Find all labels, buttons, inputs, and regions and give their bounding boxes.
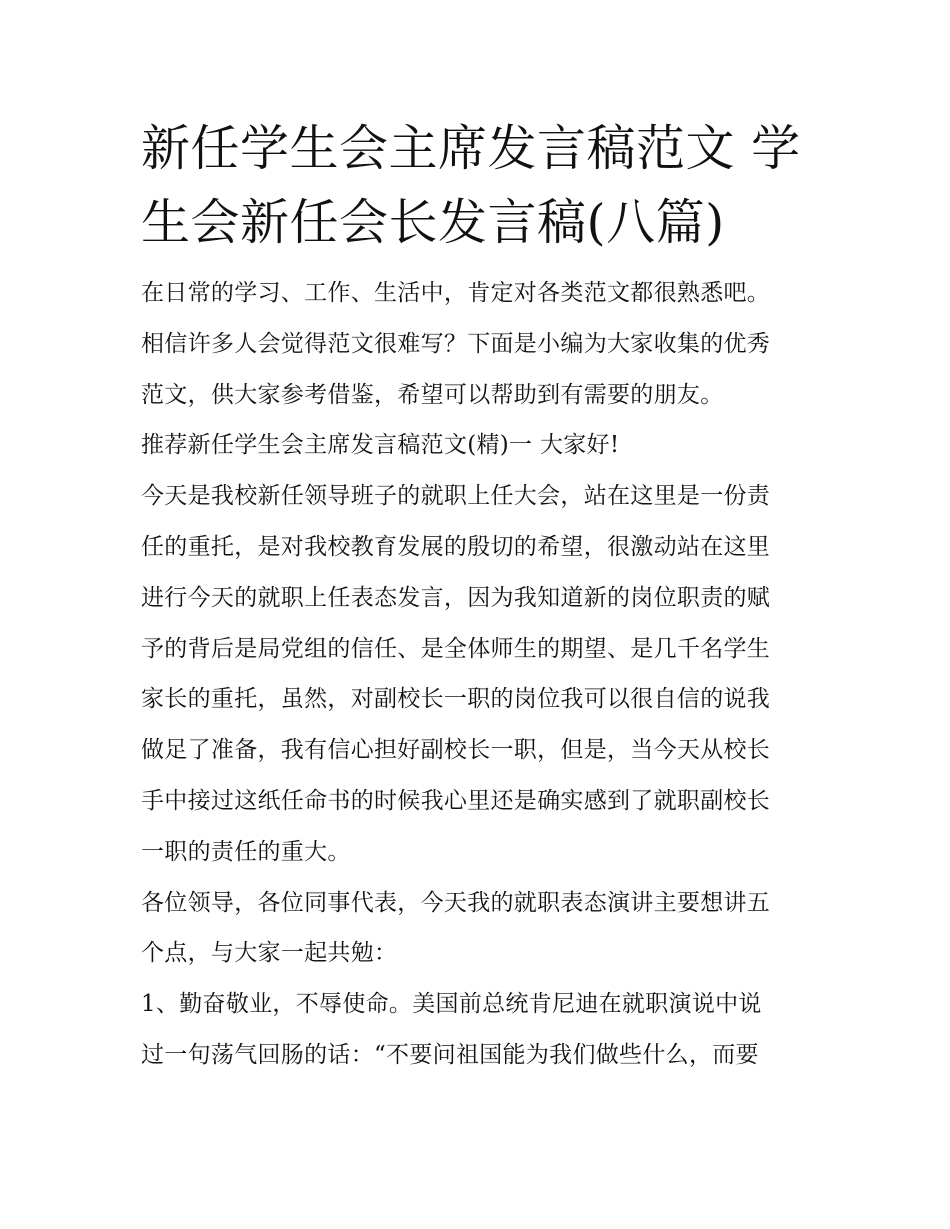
body-line: 相信许多人会觉得范文很难写？下面是小编为大家收集的优秀 (141, 330, 771, 357)
body-line: 做足了准备，我有信心担好副校长一职，但是，当今天从校长 (141, 737, 771, 764)
body-line: 予的背后是局党组的信任、是全体师生的期望、是几千名学生 (141, 635, 771, 662)
title-line: 新任学生会主席发言稿范文 学 (141, 120, 801, 177)
body-line: 进行今天的就职上任表态发言，因为我知道新的岗位职责的赋 (141, 584, 771, 611)
document-title (141, 112, 821, 260)
document-body (141, 268, 821, 1081)
body-line: 推荐新任学生会主席发言稿范文(精)一 大家好! (141, 432, 620, 459)
body-line: 1、勤奋敬业，不辱使命。美国前总统肯尼迪在就职演说中说 (141, 991, 762, 1018)
title-line: 生会新任会长发言稿(八篇) (141, 194, 725, 251)
body-line: 手中接过这纸任命书的时候我心里还是确实感到了就职副校长 (141, 787, 771, 814)
document-content (141, 112, 821, 1081)
body-line: 一职的责任的重大。 (141, 838, 351, 865)
body-line: 在日常的学习、工作、生活中，肯定对各类范文都很熟悉吧。 (141, 280, 771, 306)
body-line: 今天是我校新任领导班子的就职上任大会，站在这里是一份责 (141, 483, 771, 510)
body-line: 范文，供大家参考借鉴，希望可以帮助到有需要的朋友。 (141, 381, 724, 408)
body-line: 各位领导，各位同事代表，今天我的就职表态演讲主要想讲五 (141, 889, 771, 916)
body-line: 家长的重托，虽然，对副校长一职的岗位我可以很自信的说我 (141, 686, 771, 713)
body-line: 个点，与大家一起共勉： (141, 940, 398, 967)
body-line: 任的重托，是对我校教育发展的殷切的希望，很激动站在这里 (141, 533, 771, 560)
body-line: 过一句荡气回肠的话：“不要问祖国能为我们做些什么，而要 (141, 1041, 759, 1068)
